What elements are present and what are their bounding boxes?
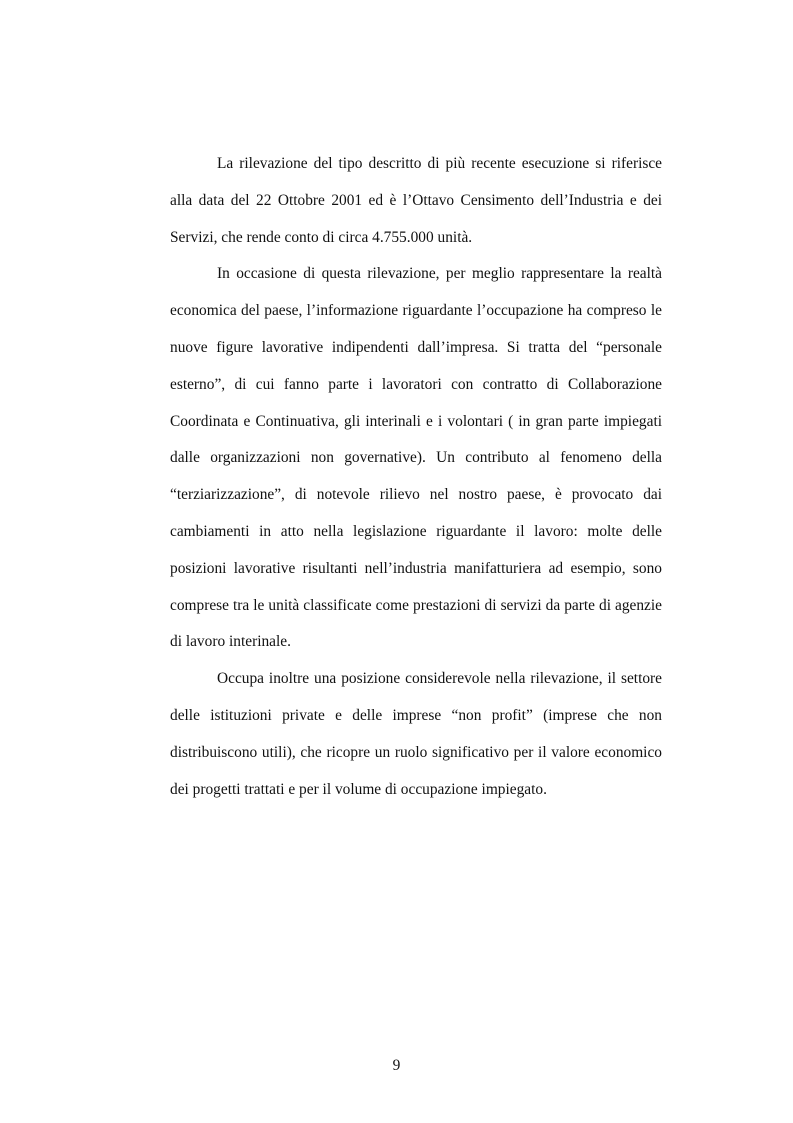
paragraph-census: La rilevazione del tipo descritto di più recente esecuzione si riferisce alla data del 22 Ottobre 2001 ed è l’Ottavo Censimento dell’Industria e dei Servizi, che rende conto di circa 4.755.000 unità. [170, 155, 662, 246]
body-text [170, 146, 662, 808]
page-number: 9 [392, 1057, 401, 1074]
paragraph-external-staff: In occasione di questa rilevazione, per meglio rappresentare la realtà economica del paese, l’informazione riguardante l’occupazione ha compreso le nuove figure lavorative indipendenti dall’impresa. Si tratta del “personale esterno”, di cui fanno parte i lavoratori con contratto di Collaborazione Coordinata e Continuativa, gli interinali e i volontari ( in gran parte impiegati dalle organizzazioni non governative). Un contributo al fenomeno della “terziarizzazione”, di notevole rilievo nel nostro paese, è provocato dai cambiamenti in atto nella legislazione riguardante il lavoro: molte delle posizioni lavorative risultanti nell’industria manifatturiera ad esempio, sono comprese tra le unità classificate come prestazioni di servizi da parte di agenzie di lavoro interinale. [170, 265, 662, 651]
paragraph-non-profit: Occupa inoltre una posizione considerevole nella rilevazione, il settore delle istituzioni private e delle imprese “non profit” (imprese che non distribuiscono utili), che ricopre un ruolo significativo per il valore economico dei progetti trattati e per il volume di occupazione impiegato. [170, 670, 662, 798]
